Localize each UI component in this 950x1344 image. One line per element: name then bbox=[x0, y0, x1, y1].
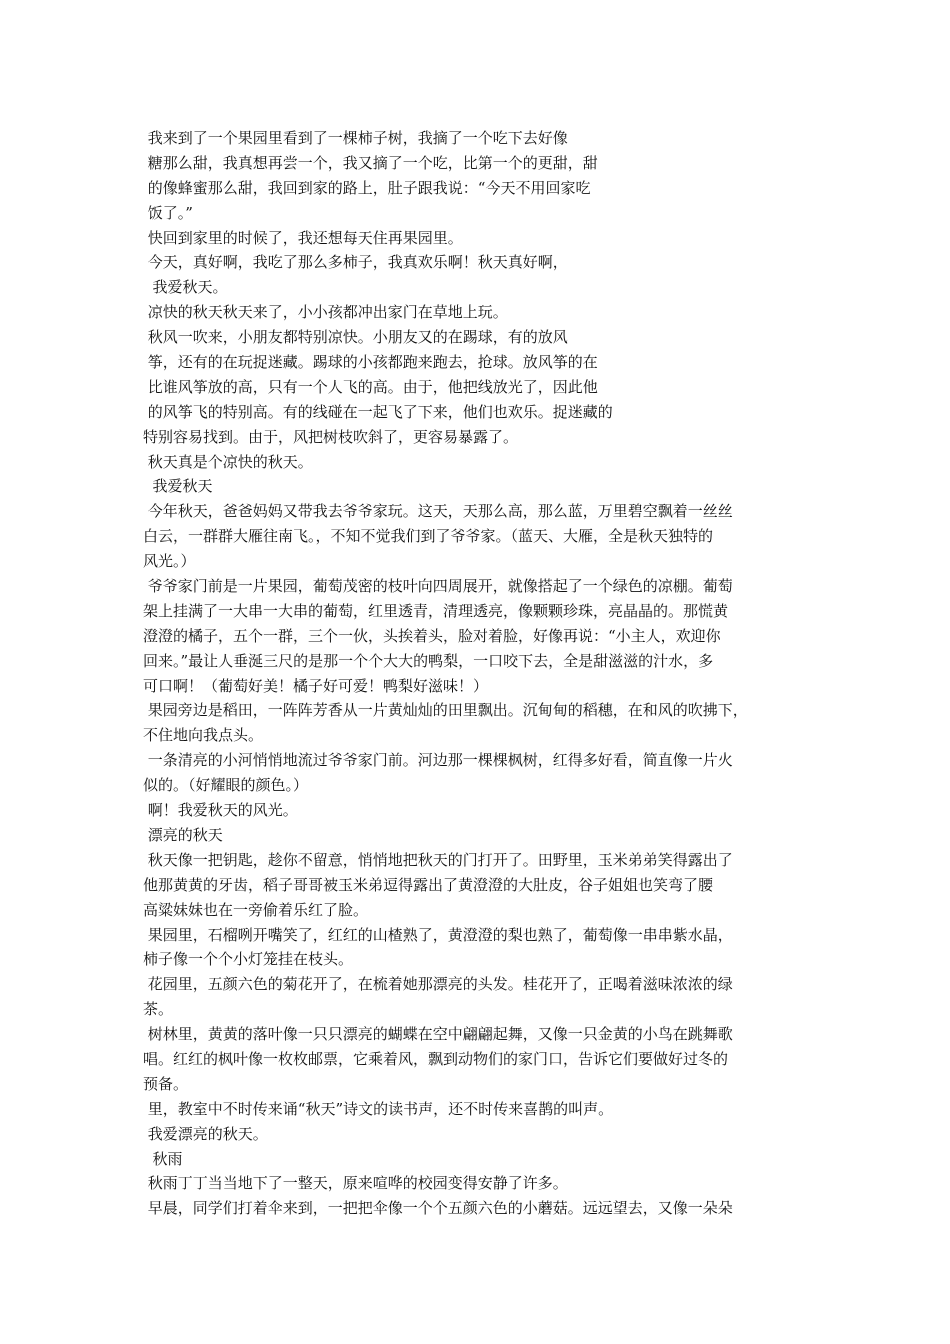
section-heading: 秋雨 bbox=[143, 1149, 183, 1168]
text-line: 凉快的秋天秋天来了，小小孩都冲出家门在草地上玩。 bbox=[143, 303, 508, 322]
text-line: 秋天真是个凉快的秋天。 bbox=[143, 452, 313, 471]
text-line: 高粱妹妹也在一旁偷着乐红了脸。 bbox=[143, 900, 369, 919]
text-line: 茶。 bbox=[143, 1000, 174, 1019]
text-line: 爷爷家门前是一片果园，葡萄茂密的枝叶向四周展开，就像搭起了一个绿色的凉棚。葡萄 bbox=[143, 577, 733, 596]
text-line: 秋雨丁丁当当地下了一整天，原来喧哗的校园变得安静了许多。 bbox=[143, 1174, 568, 1193]
text-line: 柿子像一个个小灯笼挂在枝头。 bbox=[143, 950, 354, 969]
text-line: 糖那么甜，我真想再尝一个，我又摘了一个吃，比第一个的更甜，甜 bbox=[143, 153, 598, 172]
section-heading: 漂亮的秋天 bbox=[143, 825, 223, 844]
text-line: 今年秋天，爸爸妈妈又带我去爷爷家玩。这天，天那么高，那么蓝，万里碧空飘着一丝丝 bbox=[143, 502, 733, 521]
text-line: 预备。 bbox=[143, 1074, 189, 1093]
text-line: 快回到家里的时候了，我还想每天住再果园里。 bbox=[143, 228, 463, 247]
text-line: 回来。”最让人垂涎三尺的是那一个个大大的鸭梨，一口咬下去，全是甜滋滋的汁水，多 bbox=[143, 651, 714, 670]
text-line: 风光。） bbox=[143, 552, 196, 571]
text-line: 的像蜂蜜那么甜，我回到家的路上，肚子跟我说：“今天不用回家吃 bbox=[143, 178, 591, 197]
text-line: 一条清亮的小河悄悄地流过爷爷家门前。河边那一棵棵枫树，红得多好看，简直像一片火 bbox=[143, 751, 733, 770]
essay-text bbox=[143, 126, 823, 1221]
text-line: 果园旁边是稻田，一阵阵芳香从一片黄灿灿的田里飘出。沉甸甸的稻穗，在和风的吹拂下， bbox=[143, 701, 748, 720]
text-line: 我来到了一个果园里看到了一棵柿子树，我摘了一个吃下去好像 bbox=[143, 129, 568, 147]
text-line: 可口啊！（葡萄好美！橘子好可爱！鸭梨好滋味！） bbox=[143, 676, 489, 695]
text-line: 不住地向我点头。 bbox=[143, 726, 264, 745]
text-line: 比谁风筝放的高，只有一个人飞的高。由于，他把线放光了，因此他 bbox=[143, 377, 598, 396]
text-line: 树林里，黄黄的落叶像一只只漂亮的蝴蝶在空中翩翩起舞，又像一只金黄的小鸟在跳舞歌 bbox=[143, 1025, 733, 1044]
text-line: 的风筝飞的特别高。有的线碰在一起飞了下来，他们也欢乐。捉迷藏的 bbox=[143, 402, 613, 421]
text-line: 筝，还有的在玩捉迷藏。踢球的小孩都跑来跑去，抢球。放风筝的在 bbox=[143, 353, 598, 372]
text-line: 果园里，石榴咧开嘴笑了，红红的山楂熟了，黄澄澄的梨也熟了，葡萄像一串串紫水晶， bbox=[143, 925, 733, 944]
text-line: 饭了。” bbox=[143, 203, 193, 222]
text-line: 花园里，五颜六色的菊花开了，在梳着她那漂亮的头发。桂花开了，正喝着滋味浓浓的绿 bbox=[143, 975, 733, 994]
text-line: 我爱秋天。 bbox=[143, 278, 228, 297]
text-line: 澄澄的橘子，五个一群，三个一伙，头挨着头，脸对着脸，好像再说：“小主人，欢迎你 bbox=[143, 626, 721, 645]
text-line: 特别容易找到。由于，风把树枝吹斜了，更容易暴露了。 bbox=[143, 427, 519, 446]
text-line: 今天，真好啊，我吃了那么多柿子，我真欢乐啊！秋天真好啊， bbox=[143, 253, 568, 272]
text-line: 早晨，同学们打着伞来到，一把把伞像一个个五颜六色的小蘑菇。远远望去，又像一朵朵 bbox=[143, 1199, 733, 1218]
text-line: 啊！我爱秋天的风光。 bbox=[143, 801, 298, 820]
section-heading: 我爱秋天 bbox=[143, 477, 213, 496]
text-line: 里，教室中不时传来诵“秋天”诗文的读书声，还不时传来喜鹊的叫声。 bbox=[143, 1099, 614, 1118]
text-line: 他那黄黄的牙齿，稻子哥哥被玉米弟逗得露出了黄澄澄的大肚皮，谷子姐姐也笑弯了腰 bbox=[143, 875, 714, 894]
text-line: 唱。红红的枫叶像一枚枚邮票，它乘着风，飘到动物们的家门口，告诉它们要做好过冬的 bbox=[143, 1049, 729, 1068]
text-line: 秋风一吹来，小朋友都特别凉快。小朋友又的在踢球，有的放风 bbox=[143, 328, 568, 347]
text-line: 我爱漂亮的秋天。 bbox=[143, 1124, 268, 1143]
text-line: 秋天像一把钥匙，趁你不留意，悄悄地把秋天的门打开了。田野里，玉米弟弟笑得露出了 bbox=[143, 850, 733, 869]
text-line: 似的。（好耀眼的颜色。） bbox=[143, 776, 309, 795]
text-line: 架上挂满了一大串一大串的葡萄，红里透青，清理透亮，像颗颗珍珠，亮晶晶的。那慌黄 bbox=[143, 601, 729, 620]
text-line: 白云，一群群大雁往南飞。，不知不觉我们到了爷爷家。（蓝天、大雁，全是秋天独特的 bbox=[143, 527, 714, 546]
